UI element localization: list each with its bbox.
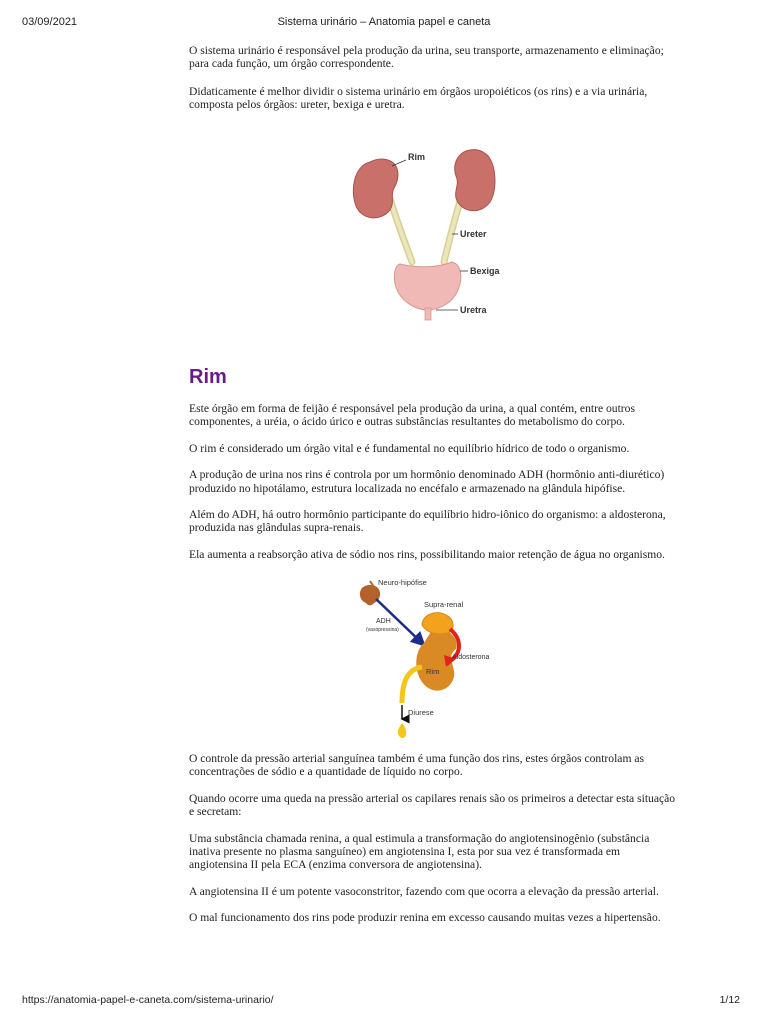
label-neuro-hipofise: Neuro-hipófise bbox=[378, 578, 427, 587]
section-heading-rim: Rim bbox=[189, 366, 227, 388]
label-supra-renal: Supra-renal bbox=[424, 600, 464, 609]
label-vasopressina: (vasopressina) bbox=[366, 627, 399, 633]
rim-paragraph: O rim é considerado um órgão vital e é fundamental no equilíbrio hídrico de todo o organismo. bbox=[189, 441, 630, 455]
urinary-system-figure bbox=[340, 140, 510, 322]
rim-paragraph: Além do ADH, há outro hormônio participante do equilíbrio hidro-iônico do organismo: a aldosterona, produzida nas glândulas supra-renais. bbox=[189, 508, 666, 535]
intro-section bbox=[189, 44, 679, 112]
bladder-shape bbox=[394, 262, 461, 310]
label-bexiga: Bexiga bbox=[470, 266, 500, 276]
rim-paragraph: Ela aumenta a reabsorção ativa de sódio nos rins, possibilitando maior retenção de água no organismo. bbox=[189, 547, 665, 561]
neuro-hipofise-shape bbox=[360, 585, 380, 605]
pressure-paragraph: A angiotensina II é um potente vasoconstritor, fazendo com que ocorra a elevação da pressão arterial. bbox=[189, 884, 659, 898]
rim-section bbox=[189, 402, 679, 574]
label-rim-fig2: Rim bbox=[426, 667, 440, 676]
label-ureter: Ureter bbox=[460, 229, 487, 239]
urine-drop bbox=[398, 723, 406, 738]
pressure-paragraph: O mal funcionamento dos rins pode produzir renina em excesso causando muitas vezes a hipertensão. bbox=[189, 911, 661, 925]
label-diurese: Diurese bbox=[408, 708, 434, 717]
pressure-paragraph: O controle da pressão arterial sanguínea também é uma função dos rins, estes órgãos controlam as concentrações de sódio e a quantidade de líquido no corpo. bbox=[189, 752, 645, 779]
pressure-section bbox=[189, 752, 679, 938]
label-rim: Rim bbox=[408, 152, 426, 162]
pressure-paragraph: Quando ocorre uma queda na pressão arterial os capilares renais são os primeiros a detectar esta situação e secretam: bbox=[189, 791, 676, 819]
pressure-paragraph: Uma substância chamada renina, a qual estimula a transformação do angiotensinogênio (substância inativa presente no plasma sanguíneo) em angiotensina I, esta por sua vez é transformada em angiotensina II pela ECA (enzima conversora de angiotensina). bbox=[189, 831, 650, 872]
document-title: Sistema urinário – Anatomia papel e caneta bbox=[277, 16, 491, 28]
label-uretra: Uretra bbox=[460, 305, 487, 315]
intro-paragraph: Didaticamente é melhor dividir o sistema urinário em órgãos uropoiéticos (os rins) e a via urinária, composta pelos órgãos: ureter, bexiga e uretra. bbox=[189, 84, 648, 112]
label-adh: ADH bbox=[376, 618, 391, 625]
page-url: https://anatomia-papel-e-caneta.com/sistema-urinario/ bbox=[22, 994, 274, 1006]
rim-paragraph: A produção de urina nos rins é controla por um hormônio denominado ADH (hormônio anti-diurético) produzido no hipotálamo, estrutura localizada no encéfalo e armazenado na glândula hipófise. bbox=[189, 468, 665, 495]
hormone-control-figure bbox=[352, 573, 512, 743]
page-number: 1/12 bbox=[719, 994, 740, 1006]
urethra-shape bbox=[425, 308, 431, 320]
label-aldosterona: Aldosterona bbox=[452, 654, 490, 661]
right-kidney bbox=[455, 150, 495, 211]
print-date: 03/09/2021 bbox=[22, 16, 78, 28]
intro-paragraph: O sistema urinário é responsável pela produção da urina, seu transporte, armazenamento e eliminação; para cada função, um órgão correspondente. bbox=[189, 44, 664, 71]
rim-paragraph: Este órgão em forma de feijão é responsável pela produção da urina, a qual contém, entre outros componentes, a uréia, o ácido úrico e outras substâncias resultantes do metabolismo do corpo. bbox=[189, 402, 635, 429]
supra-renal-shape bbox=[422, 613, 453, 634]
